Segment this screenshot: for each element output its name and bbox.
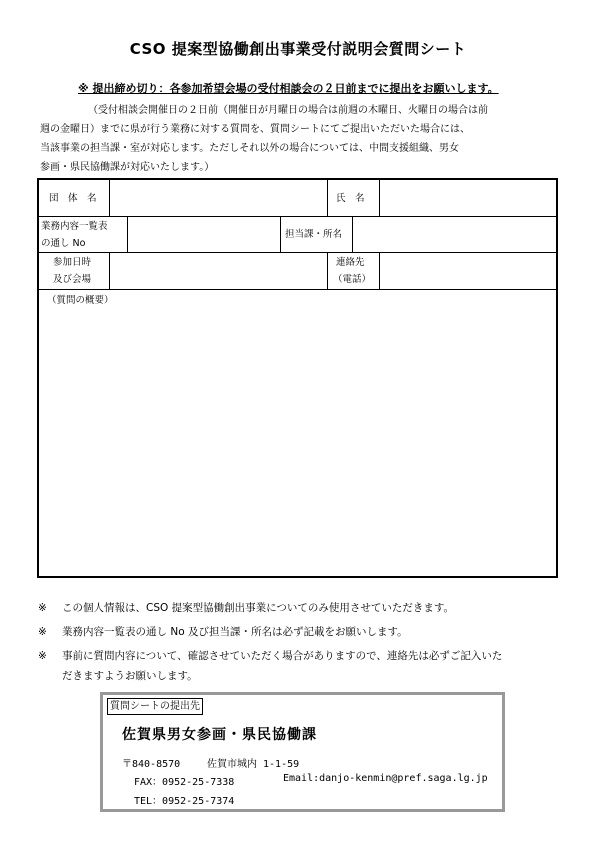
date-venue-field[interactable] [110, 253, 326, 288]
email[interactable]: Email:danjo-kenmin@pref.saga.lg.jp [283, 773, 488, 784]
note-line: （受付相談会開催日の２日前（開催日が月曜日の場合は前週の木曜日、火曜日の場合は前 [88, 105, 488, 116]
business-no-label-1: 業務内容一覧表 [41, 221, 108, 232]
note-line: 週の金曜日）までに県が行う業務に対する質問を、質問シートにてご提出いただいた場合には、 [40, 124, 470, 135]
contact-label-2: （電話） [333, 274, 372, 285]
question-form [37, 178, 558, 578]
note-mark: ※ [38, 602, 47, 614]
dept-label: 担当課・所名 [285, 229, 343, 240]
deadline-note [40, 101, 562, 177]
fax: FAX：0952-25-7338 [134, 777, 235, 788]
note-text: だきますようお願いします。 [62, 670, 198, 682]
postal-code: 〒840-8570 [122, 759, 181, 770]
col-divider [280, 216, 281, 252]
org-name-label: 団 体 名 [49, 193, 97, 204]
address: 佐賀市城内 1-1-59 [207, 759, 300, 770]
name-label: 氏 名 [336, 193, 365, 204]
deadline-notice: ※ 提出締め切り：各参加希望会場の受付相談会の２日前までに提出をお願いします。 [78, 82, 499, 95]
note-mark: ※ [38, 626, 47, 638]
summary-field[interactable] [41, 310, 554, 574]
submission-dept: 佐賀県男女参画・県民協働課 [122, 727, 317, 743]
contact-field[interactable] [380, 253, 556, 288]
org-name-field[interactable] [110, 181, 326, 215]
note-item [38, 622, 578, 642]
contact-label-1: 連絡先 [336, 257, 365, 268]
row-divider [39, 289, 556, 290]
page-title: CSO 提案型協働創出事業受付説明会質問シート [129, 40, 467, 58]
date-label-2: 及び会場 [53, 274, 92, 285]
note-item [38, 598, 578, 618]
tel: TEL：0952-25-7374 [134, 796, 235, 807]
submission-label: 質問シートの提出先 [107, 698, 203, 715]
note-line: 参画・県民協働課が対応いたします。） [40, 162, 215, 173]
note-text: この個人情報は、CSO 提案型協働創出事業についてのみ使用させていただきます。 [62, 602, 455, 614]
note-line: 当該事業の担当課・室が対応します。ただしそれ以外の場合については、中間支援組織、男女 [40, 143, 459, 154]
note-item [38, 646, 578, 686]
note-mark: ※ [38, 650, 47, 662]
date-label-1: 参加日時 [53, 257, 92, 268]
note-text: 業務内容一覧表の通し No 及び担当課・所名は必ず記載をお願いします。 [62, 626, 408, 638]
business-no-field[interactable] [128, 217, 279, 251]
col-divider [327, 180, 328, 216]
name-field[interactable] [380, 181, 556, 215]
summary-label: （質問の概要） [47, 295, 114, 306]
note-text: 事前に質問内容について、確認させていただく場合がありますので、連絡先は必ずご記入いた [62, 650, 503, 662]
dept-field[interactable] [353, 217, 556, 251]
business-no-label-2: の通し No [41, 238, 86, 249]
col-divider [327, 252, 328, 289]
